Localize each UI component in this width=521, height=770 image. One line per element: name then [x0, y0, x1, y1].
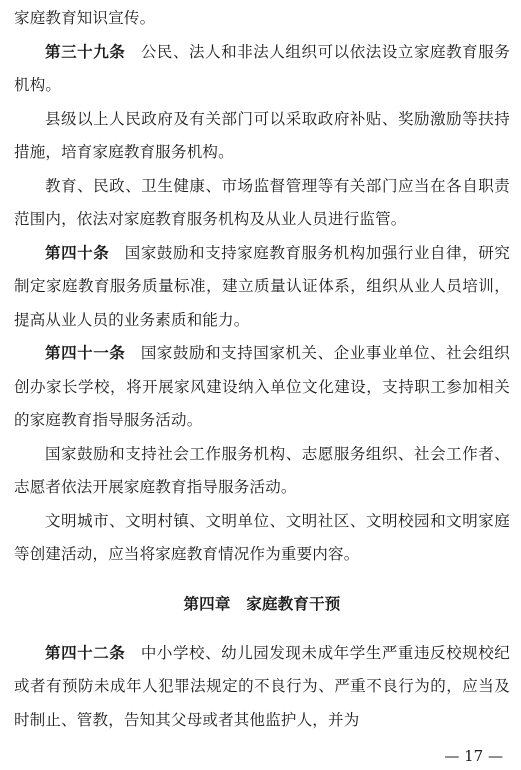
- body-text: [14, 2, 510, 737]
- article-heading: 第四十条: [45, 243, 110, 262]
- article-41: [14, 337, 510, 438]
- page-number: — 17 —: [444, 747, 503, 765]
- paragraph: 县级以上人民政府及有关部门可以采取政府补贴、奖励激励等扶持措施，培育家庭教育服务机构。: [14, 109, 510, 161]
- paragraph: 教育、民政、卫生健康、市场监督管理等有关部门应当在各自职责范围内，依法对家庭教育服务机构及从业人员进行监管。: [14, 176, 510, 228]
- article-40: [14, 237, 510, 338]
- paragraph: 家庭教育知识宣传。: [14, 9, 156, 27]
- paragraph: 国家鼓励和支持社会工作服务机构、志愿服务组织、社会工作者、志愿者依法开展家庭教育指导服务活动。: [14, 444, 510, 496]
- article-39: [14, 36, 510, 103]
- article-heading: 第四十一条: [45, 344, 126, 362]
- article-text: 中小学校、幼儿园发现未成年学生严重违反校规校纪或者有预防未成年人犯罪法规定的不良行为、严重不良行为的，应当及时制止、管教，告知其父母或者其他监护人，并为: [14, 643, 510, 729]
- paragraph: 文明城市、文明村镇、文明单位、文明社区、文明校园和文明家庭等创建活动，应当将家庭教育情况作为重要内容。: [14, 511, 510, 563]
- article-text: 国家鼓励和支持家庭教育服务机构加强行业自律，研究制定家庭教育服务质量标准，建立质量认证体系，组织从业人员培训，提高从业人员的业务素质和能力。: [14, 243, 510, 329]
- article-text: 国家鼓励和支持国家机关、企业事业单位、社会组织创办家长学校，将开展家风建设纳入单位文化建设，支持职工参加相关的家庭教育指导服务活动。: [14, 344, 510, 429]
- chapter-heading: 第四章 家庭教育干预: [183, 594, 341, 613]
- article-42: [14, 637, 510, 738]
- article-heading: 第三十九条: [45, 42, 126, 61]
- article-text: 公民、法人和非法人组织可以依法设立家庭教育服务机构。: [14, 42, 510, 94]
- article-heading: 第四十二条: [45, 643, 126, 662]
